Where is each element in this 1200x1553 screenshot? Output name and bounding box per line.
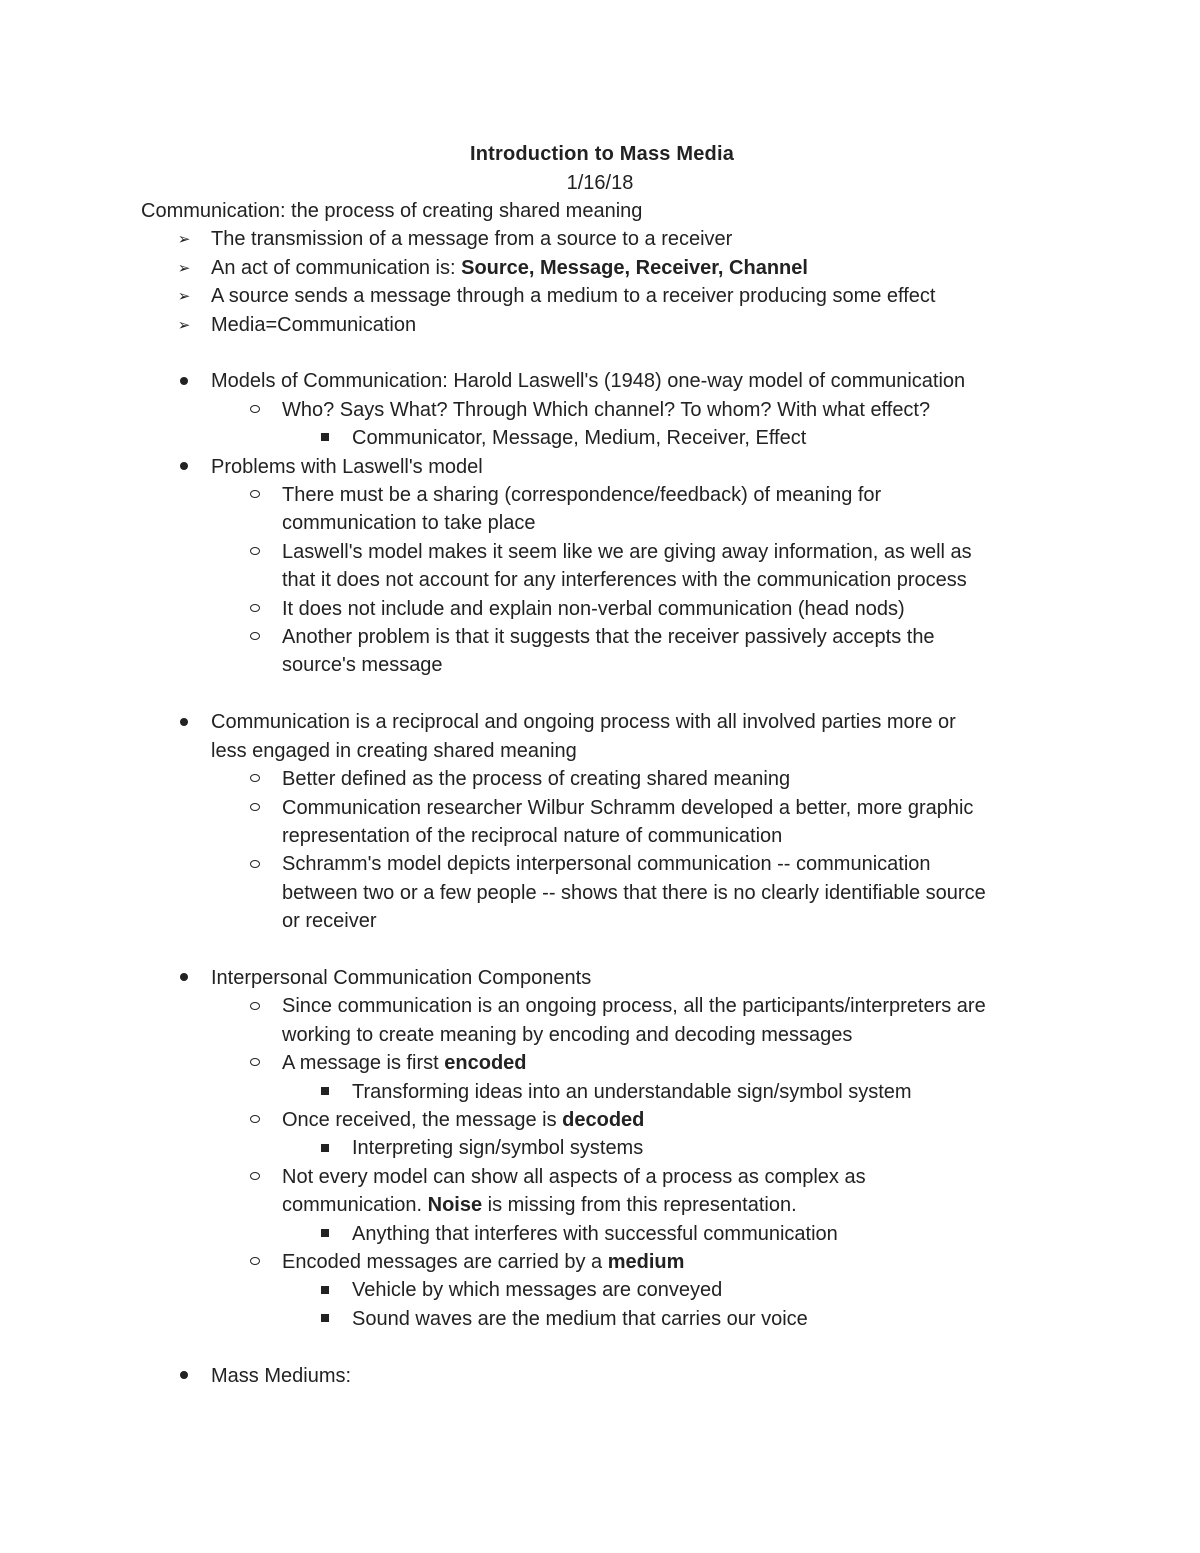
subsub-item-text: Communicator, Message, Medium, Receiver, Effect (352, 427, 807, 450)
square-bullet-icon (310, 1220, 340, 1248)
arrow-bullet-icon: ➢ (177, 258, 191, 277)
sub-item (141, 1049, 1101, 1077)
sub-item-text: Laswell's model makes it seem like we are giving away information, as well as (282, 540, 972, 563)
square-bullet-icon (310, 424, 340, 452)
arrow-bullet-icon: ➢ (177, 287, 191, 306)
sub-item-text: Who? Says What? Through Which channel? To whom? With what effect? (282, 398, 931, 421)
sub-item (141, 850, 1101, 878)
sub-item-continuation: or receiver (282, 910, 377, 933)
circle-bullet-icon (240, 1163, 270, 1191)
disc-bullet-icon (169, 453, 199, 481)
sub-item-text: There must be a sharing (correspondence/feedback) of meaning for (282, 484, 882, 507)
subsub-item-text: Vehicle by which messages are conveyed (352, 1279, 723, 1302)
sub-item-text: Since communication is an ongoing process, all the participants/interpreters are (282, 995, 986, 1018)
spacer (141, 936, 1101, 964)
sub-item (141, 481, 1101, 509)
arrow-item-text: The transmission of a message from a source to a receiver (211, 228, 733, 251)
sub-item-text: A message is first (282, 1052, 445, 1075)
sub-item (141, 794, 1101, 822)
disc-bullet-icon (169, 1362, 199, 1390)
sub-item (141, 595, 1101, 623)
arrow-bullet-icon: ➢ (177, 230, 191, 249)
bullet-item (141, 453, 1101, 481)
circle-bullet-icon (240, 1106, 270, 1134)
circle-bullet-icon (240, 623, 270, 651)
bullet-item (141, 1362, 1101, 1390)
sub-item (141, 396, 1101, 424)
arrow-item-text: An act of communication is: (211, 256, 462, 279)
sub-item-text: Once received, the message is (282, 1108, 563, 1131)
spacer (141, 1333, 1101, 1361)
term-medium: medium (607, 1250, 685, 1273)
circle-bullet-icon (240, 794, 270, 822)
circle-bullet-icon (240, 850, 270, 878)
sub-item-text: Not every model can show all aspects of a process as complex as (282, 1165, 866, 1188)
arrow-item-text: Media=Communication (211, 313, 417, 336)
square-bullet-icon (310, 1078, 340, 1106)
sub-item-continuation: working to create meaning by encoding and decoding messages (282, 1023, 853, 1046)
bullet-text: Models of Communication: Harold Laswell's (1948) one-way model of communication (211, 370, 966, 393)
sub-item-continuation: source's message (282, 654, 443, 677)
sub-item-text: Communication researcher Wilbur Schramm developed a better, more graphic (282, 796, 974, 819)
bullet-item (141, 367, 1101, 395)
sub-item-continuation: representation of the reciprocal nature of communication (282, 824, 783, 847)
sub-item-text: Encoded messages are carried by a (282, 1250, 608, 1273)
subsub-item-text: Transforming ideas into an understandable sign/symbol system (352, 1080, 912, 1103)
arrow-item (141, 311, 1101, 339)
sub-item-text: Better defined as the process of creating shared meaning (282, 768, 791, 791)
subsub-item (141, 1078, 1101, 1106)
sub-item-text: It does not include and explain non-verbal communication (head nods) (282, 597, 905, 620)
sub-item (141, 623, 1101, 651)
noise-post-text: is missing from this representation. (482, 1194, 797, 1217)
sub-item (141, 1106, 1101, 1134)
document-title: Introduction to Mass Media (469, 143, 735, 165)
sub-item-continuation: communication to take place (282, 512, 536, 535)
subsub-item (141, 1220, 1101, 1248)
subsub-item (141, 1305, 1101, 1333)
sub-item-continuation: that it does not account for any interferences with the communication process (282, 569, 967, 592)
intro-line: Communication: the process of creating shared meaning (141, 200, 643, 222)
sub-item (141, 765, 1101, 793)
circle-bullet-icon (240, 992, 270, 1020)
bullet-text: Mass Mediums: (211, 1364, 352, 1387)
arrow-item (141, 254, 1101, 282)
term-noise: Noise (427, 1194, 483, 1217)
bullet-continuation: less engaged in creating shared meaning (211, 739, 577, 762)
circle-bullet-icon (240, 396, 270, 424)
circle-bullet-icon (240, 1049, 270, 1077)
subsub-item (141, 1276, 1101, 1304)
arrow-item-bold: Source, Message, Receiver, Channel (461, 256, 808, 279)
bullet-item (141, 708, 1101, 736)
square-bullet-icon (310, 1134, 340, 1162)
sub-item (141, 992, 1101, 1020)
sub-item (141, 538, 1101, 566)
spacer (141, 339, 1101, 367)
circle-bullet-icon (240, 595, 270, 623)
disc-bullet-icon (169, 367, 199, 395)
circle-bullet-icon (240, 1248, 270, 1276)
circle-bullet-icon (240, 481, 270, 509)
bullet-text: Interpersonal Communication Components (211, 966, 592, 989)
circle-bullet-icon (240, 538, 270, 566)
sub-item (141, 1163, 1101, 1191)
subsub-item (141, 424, 1101, 452)
disc-bullet-icon (169, 964, 199, 992)
arrow-item (141, 282, 1101, 310)
arrow-bullet-icon: ➢ (177, 315, 191, 334)
sub-item (141, 1248, 1101, 1276)
sub-item-text: Another problem is that it suggests that the receiver passively accepts the (282, 626, 935, 649)
subsub-item-text: Interpreting sign/symbol systems (352, 1137, 644, 1160)
document-date: 1/16/18 (566, 172, 634, 194)
circle-bullet-icon (240, 765, 270, 793)
term-encoded: encoded (444, 1052, 527, 1075)
sub-item-text: Schramm's model depicts interpersonal communication -- communication (282, 853, 931, 876)
subsub-item (141, 1134, 1101, 1162)
term-decoded: decoded (562, 1108, 645, 1131)
bullet-item (141, 964, 1101, 992)
sub-item-continuation (141, 1191, 1101, 1219)
noise-pre-text: communication. (282, 1194, 428, 1217)
disc-bullet-icon (169, 708, 199, 736)
bullet-text: Communication is a reciprocal and ongoing process with all involved parties more or (211, 711, 956, 734)
sub-item-continuation: between two or a few people -- shows that there is no clearly identifiable source (282, 881, 986, 904)
arrow-item-text: A source sends a message through a medium to a receiver producing some effect (211, 285, 936, 308)
bullet-text: Problems with Laswell's model (211, 455, 483, 478)
spacer (141, 680, 1101, 708)
document-body (141, 197, 1101, 1390)
subsub-item-text: Anything that interferes with successful communication (352, 1222, 838, 1245)
square-bullet-icon (310, 1305, 340, 1333)
square-bullet-icon (310, 1276, 340, 1304)
arrow-item (141, 225, 1101, 253)
subsub-item-text: Sound waves are the medium that carries our voice (352, 1307, 808, 1330)
